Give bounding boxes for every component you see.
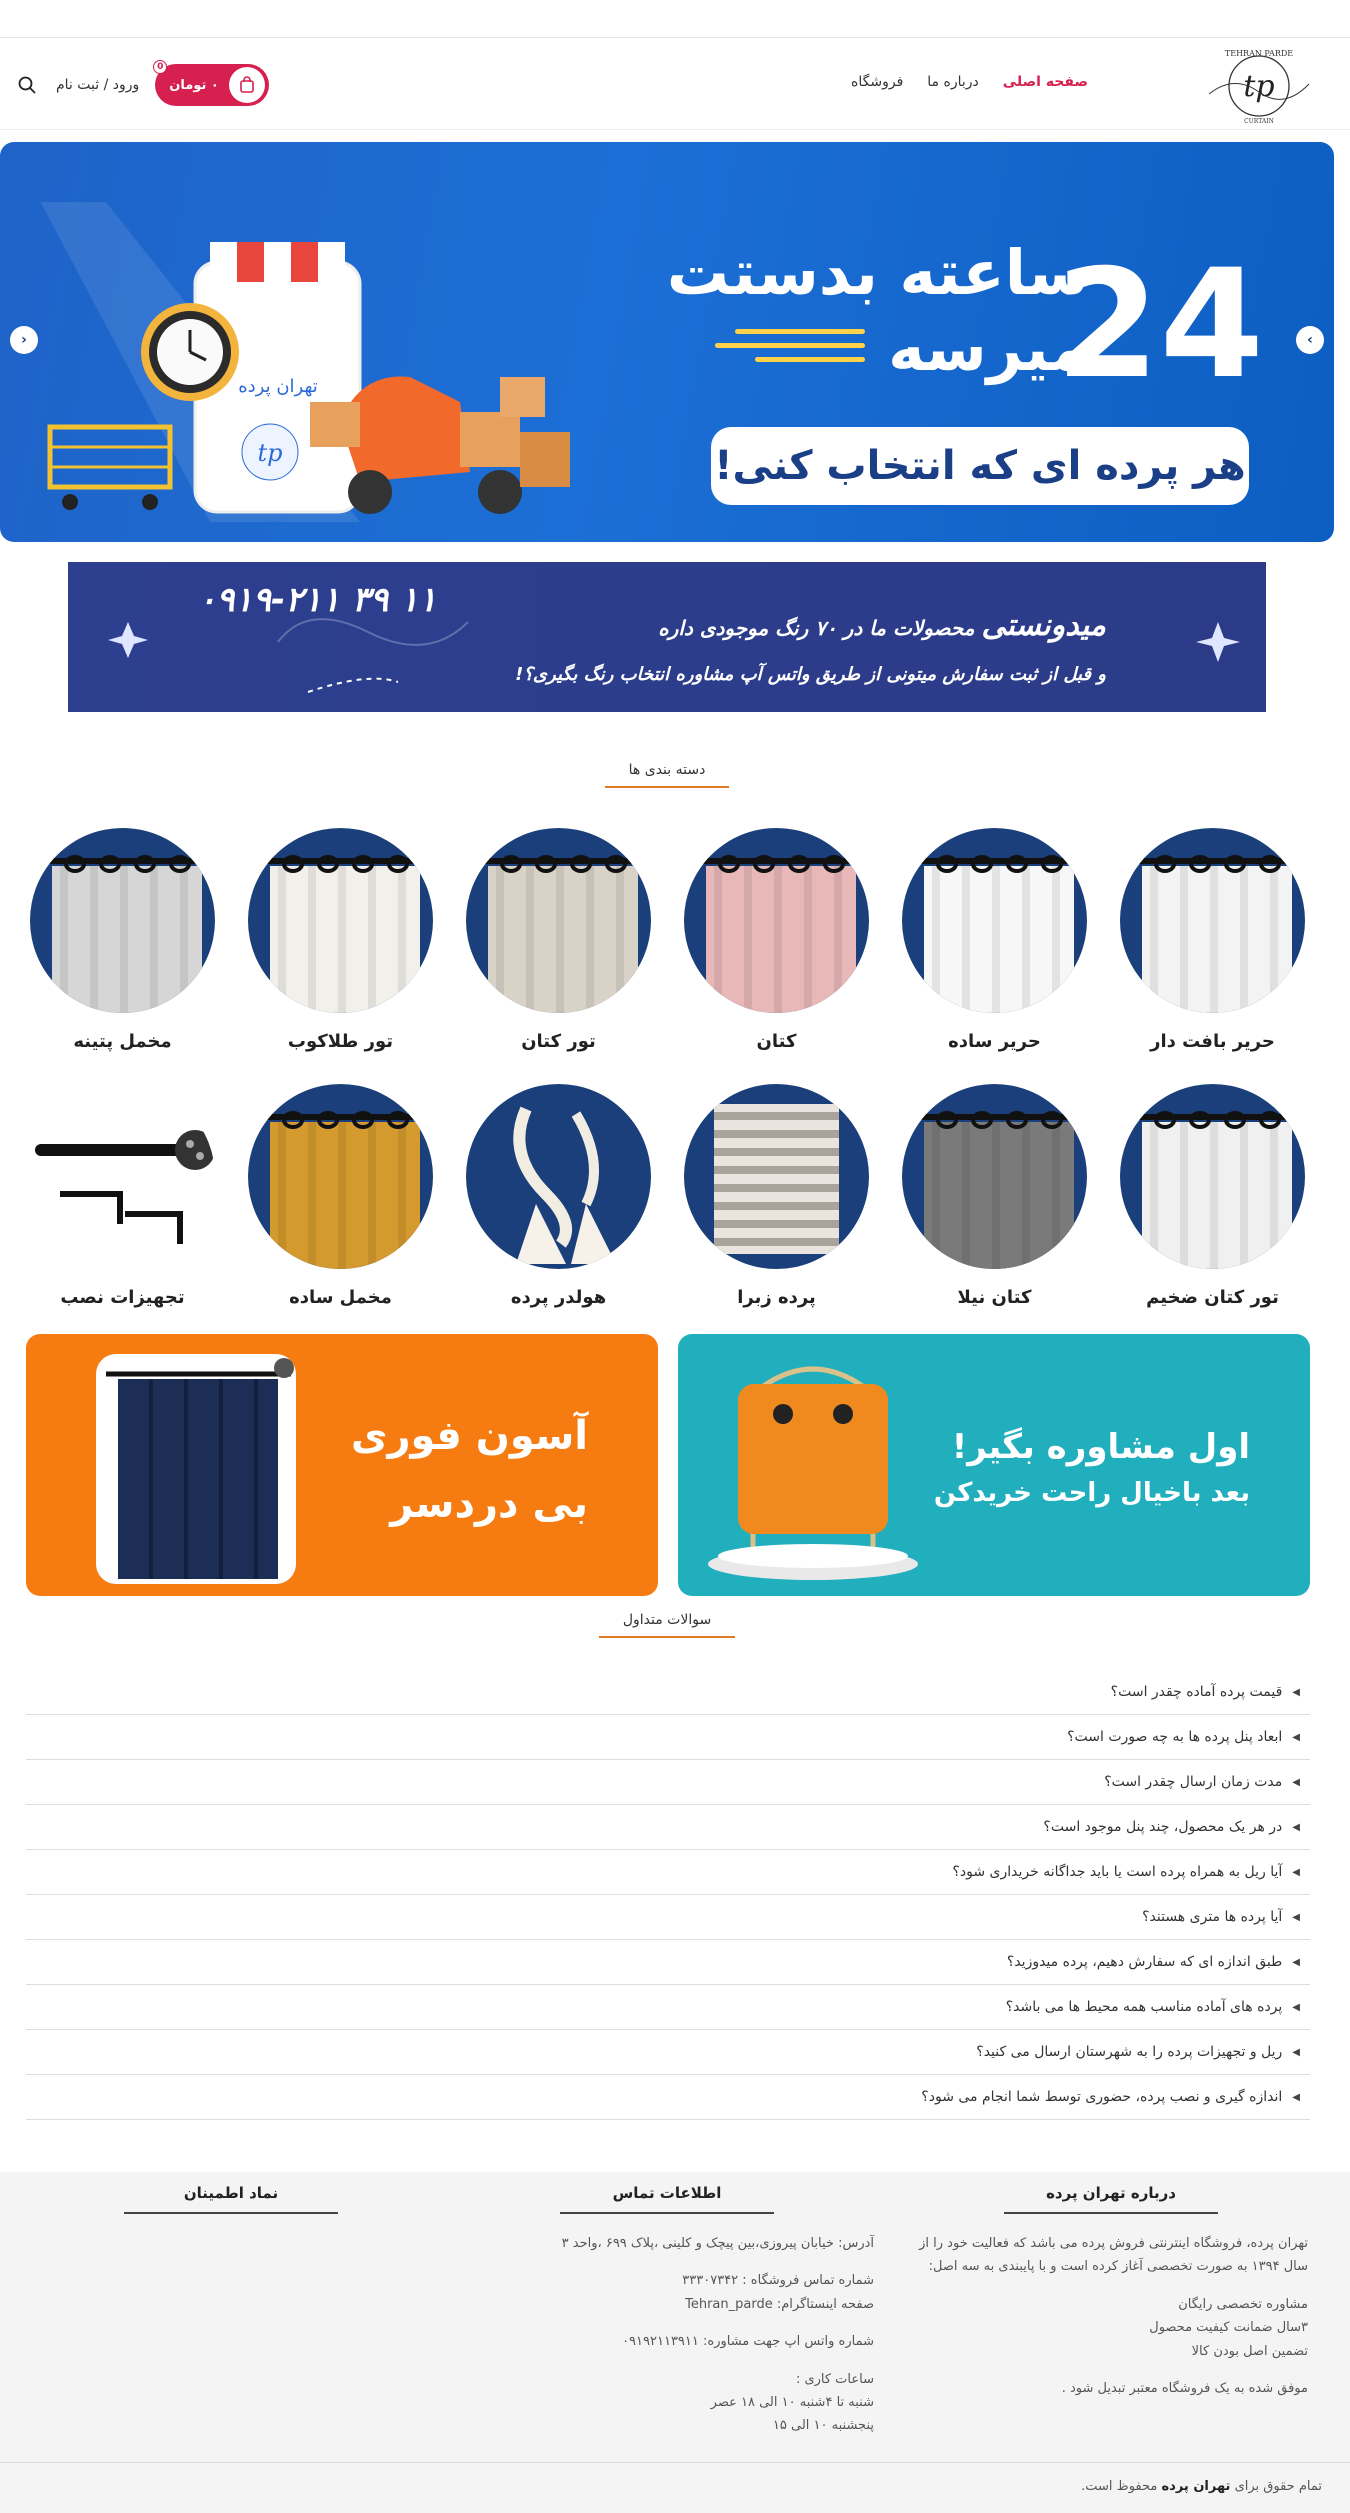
nav-home[interactable]: صفحه اصلی [1002,74,1088,90]
category-image[interactable] [248,828,433,1013]
rod-hardware-icon [30,1084,215,1269]
consultation-banner[interactable] [678,1334,1310,1596]
hero-number: 24 [1055,238,1264,412]
nav-about[interactable]: درباره ما [927,74,979,90]
faq-item[interactable] [26,1940,1310,1985]
easy-delivery-banner[interactable] [26,1334,658,1596]
consultation-line-2: بعد باخیال راحت خریدکن [933,1478,1250,1508]
cart-count-badge: 0 [153,60,167,74]
faq-question: مدت زمان ارسال چقدر است؟ [1104,1774,1283,1790]
faq-question: ابعاد پنل پرده ها به چه صورت است؟ [1067,1729,1283,1745]
logo-sub-text: CURTAIN [1244,118,1274,124]
faq-question: پرده های آماده مناسب همه محیط ها می باشد؟ [1005,1999,1283,2015]
promo-title [658,608,1106,643]
category-item[interactable] [466,828,651,1052]
promo-subtitle: و قبل از ثبت سفارش میتونی از طریق واتس آپ مشاوره انتخاب رنگ بگیری؟! [515,664,1106,685]
category-image[interactable] [466,1084,651,1269]
store-logo-mark: tp [257,439,283,467]
logo-mark: tp [1243,69,1275,104]
site-logo[interactable] [1204,44,1314,124]
cart-icon-wrap [229,67,265,103]
category-image[interactable] [902,1084,1087,1269]
footer-about-text: تهران پرده، فروشگاه اینترنتی فروش پرده می باشد که فعالیت خود را از سال ۱۳۹۴ به صورت تخصصی آغاز کرده است و با پایبندی به سه اصل: [919,2236,1308,2275]
header-actions [14,64,269,106]
delivery-illustration [30,202,610,522]
curtain-panel-icon [1120,1084,1305,1269]
caret-left-icon: ◀ [1292,2001,1300,2013]
faq-question: در هر یک محصول، چند پنل موجود است؟ [1043,1819,1283,1835]
faq-question: طبق اندازه ای که سفارش دهیم، پرده میدوزید؟ [1006,1954,1283,1970]
curtain-panel-icon [1120,828,1305,1013]
footer-contact [474,2172,874,2438]
color-promo-banner[interactable] [68,562,1266,712]
category-image[interactable] [902,828,1087,1013]
curtain-panel-icon [902,828,1087,1013]
category-item[interactable] [684,828,869,1052]
hero-slider[interactable] [0,142,1334,542]
caret-left-icon: ◀ [1292,1686,1300,1698]
footer-whatsapp[interactable]: شماره واتس اپ جهت مشاوره: ۰۹۱۹۲۱۱۳۹۱۱ [622,2334,874,2350]
footer-about-point: مشاوره تخصصی رایگان [1178,2296,1308,2312]
category-image[interactable] [684,1084,869,1269]
footer-hours-1: شنبه تا ۴شنبه ۱۰ الی ۱۸ عصر [710,2394,874,2410]
category-item[interactable] [30,1084,215,1308]
category-item[interactable] [902,828,1087,1052]
hero-headline-1: ساعته بدستت [666,236,1089,309]
faq-question: آیا پرده ها متری هستند؟ [1142,1909,1283,1925]
category-image[interactable] [1120,828,1305,1013]
category-label[interactable]: پرده زبرا [737,1287,816,1308]
category-label[interactable]: مخمل پتینه [73,1031,172,1052]
curtain-panel-icon [684,828,869,1013]
category-image[interactable] [684,828,869,1013]
nav-shop[interactable]: فروشگاه [851,74,904,90]
category-image[interactable] [30,828,215,1013]
caret-left-icon: ◀ [1292,1776,1300,1788]
caret-left-icon: ◀ [1292,1911,1300,1923]
search-button[interactable] [14,72,40,98]
category-image[interactable] [248,1084,433,1269]
login-register-link[interactable]: ورود / ثبت نام [56,77,140,93]
category-image[interactable] [30,1084,215,1269]
category-item[interactable] [684,1084,869,1308]
category-item[interactable] [1120,828,1305,1052]
faq-item[interactable] [26,1670,1310,1715]
category-item[interactable] [1120,1084,1305,1308]
categories-section-title: دسته بندی ها [0,762,1334,788]
top-strip [0,0,1350,38]
curtain-panel-icon [466,828,651,1013]
footer-hours-title: ساعات کاری : [795,2371,874,2387]
faq-question: ریل و تجهیزات پرده را به شهرستان ارسال می کنید؟ [976,2044,1283,2060]
curtain-panel-icon [248,1084,433,1269]
logo-brand-name: TEHRAN PARDE [1224,49,1294,58]
faq-item[interactable] [26,1850,1310,1895]
faq-question: قیمت پرده آماده چقدر است؟ [1110,1684,1283,1700]
cart-button[interactable] [155,64,269,106]
footer-address: آدرس: خیابان پیروزی،بین پیچک و کلینی ،پلاک ۶۹۹ ،واحد ۳ [561,2236,874,2251]
category-item[interactable] [466,1084,651,1308]
footer-contact-title: اطلاعات تماس [560,2172,774,2214]
hero-headline-2: میرسه [888,312,1089,385]
hero-pill: هر پرده ای که انتخاب کنی! [711,427,1249,505]
faq-question: اندازه گیری و نصب پرده، حضوری توسط شما انجام می شود؟ [921,2089,1283,2105]
copyright-text: تمام حقوق برای تهران پرده محفوظ است. [1081,2479,1322,2494]
promo-phone: ۰۹۱۹-۲۱۱ ۳۹ ۱۱ [198,580,437,620]
cart-price: ۰ تومان [169,77,219,93]
category-image[interactable] [1120,1084,1305,1269]
caret-left-icon: ◀ [1292,1731,1300,1743]
footer-store-phone[interactable]: شماره تماس فروشگاه : ۳۳۳۰۷۳۴۲ [682,2273,874,2289]
footer-instagram[interactable]: صفحه اینستاگرام: Tehran_parde [685,2296,874,2312]
slider-prev-button[interactable]: ‹ [10,326,38,354]
easy-line-2: بی دردسر [390,1481,588,1527]
faq-item[interactable] [26,1760,1310,1805]
category-item[interactable] [248,1084,433,1308]
promo-title-rest: محصولات ما در ۷۰ رنگ موجودی داره [658,616,975,640]
category-label[interactable]: تور کتان ضخیم [1146,1287,1279,1308]
store-badge-text: تهران پرده [238,376,318,397]
speed-lines [715,320,865,371]
faq-item[interactable] [26,2030,1310,2075]
category-item[interactable] [248,828,433,1052]
curtain-panel-icon [902,1084,1087,1269]
footer-about-title: درباره تهران پرده [1004,2172,1218,2214]
footer-about-end: موفق شده به یک فروشگاه معتبر تبدیل شود . [1061,2380,1308,2396]
tieback-holder-icon [466,1084,651,1269]
copyright-brand[interactable]: تهران پرده [1161,2479,1231,2494]
caret-left-icon: ◀ [1292,2091,1300,2103]
caret-left-icon: ◀ [1292,1866,1300,1878]
logo-emblem-icon [1204,44,1314,124]
slider-next-button[interactable]: › [1296,326,1324,354]
footer-hours-2: پنجشنبه ۱۰ الی ۱۵ [772,2418,874,2434]
footer-about-point: تضمین اصل بودن کالا [1191,2343,1308,2359]
footer-about-point: ۳سال ضمانت کیفیت محصول [1149,2320,1308,2336]
category-label[interactable]: کتان [756,1031,797,1052]
category-label[interactable]: تور طلاکوب [287,1031,394,1052]
footer-trust [38,2172,338,2214]
category-label[interactable]: تور کتان [521,1031,596,1052]
caret-left-icon: ◀ [1292,2046,1300,2058]
site-header [0,38,1350,130]
faq-item[interactable] [26,1895,1310,1940]
category-label[interactable]: تجهیزات نصب [60,1287,185,1308]
curtain-panel-icon [30,828,215,1013]
faq-question: آیا ریل به همراه پرده است یا باید جداگانه خریداری شود؟ [952,1864,1283,1880]
category-label[interactable]: حریر بافت دار [1150,1031,1275,1052]
shopping-bag-icon [238,76,256,94]
category-label[interactable]: حریر ساده [948,1031,1041,1052]
category-item[interactable] [30,828,215,1052]
faq-item[interactable] [26,1715,1310,1760]
category-image[interactable] [466,828,651,1013]
category-label[interactable]: مخمل ساده [289,1287,392,1308]
category-label[interactable]: هولدر پرده [510,1287,607,1308]
caret-left-icon: ◀ [1292,1821,1300,1833]
category-label[interactable]: کتان نیلا [957,1287,1032,1308]
easy-line-1: آسون فوری [350,1413,588,1459]
faq-item[interactable] [26,2075,1310,2120]
zebra-blind-icon [684,1084,869,1269]
footer-about [908,2172,1308,2400]
caret-left-icon: ◀ [1292,1956,1300,1968]
search-icon [17,75,37,95]
faq-list [26,1670,1310,2120]
category-item[interactable] [902,1084,1087,1308]
faq-section-title: سوالات متداول [0,1612,1334,1638]
footer-trust-title: نماد اطمینان [124,2172,338,2214]
copyright-bar [0,2462,1350,2513]
curtain-panel-icon [248,828,433,1013]
promo-title-big: میدونستی [981,608,1106,643]
consultation-line-1: اول مشاوره بگیر! [951,1427,1250,1467]
faq-item[interactable] [26,1805,1310,1850]
faq-item[interactable] [26,1985,1310,2030]
main-nav [851,74,1088,90]
